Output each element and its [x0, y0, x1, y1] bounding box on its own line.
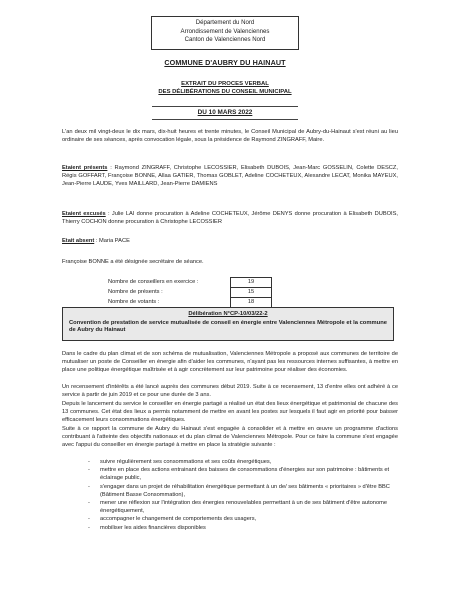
deliberation-number: Délibération N°CP-10/03/22-2	[188, 311, 268, 317]
body-paragraph-2: Un recensement d'intérêts a été lancé auprès des communes début 2019. Suite à ce recensement, 13 d'entre elles ont adhéré à ce service à partir de juin 2019 et ce pour une durée de 3 ans.	[62, 384, 398, 399]
secretary-paragraph: Françoise BONNE a été désignée secrétaire de séance.	[62, 259, 204, 265]
count-value: 18	[230, 297, 272, 308]
count-row	[108, 297, 272, 307]
excuses-paragraph	[62, 210, 398, 226]
absent-label: Etait absent	[62, 238, 95, 244]
date-rule-bottom	[152, 119, 298, 120]
count-value: 15	[230, 287, 272, 298]
vote-counts	[108, 277, 272, 307]
absent-text: : Maria PACE	[95, 238, 130, 244]
commune-title: COMMUNE D'AUBRY DU HAINAUT	[164, 58, 286, 67]
list-item: - suivre régulièrement ses consommations et ses coûts énergétiques,	[62, 458, 398, 466]
list-item: - mobiliser les aides financières disponibles	[62, 524, 398, 532]
count-value: 19	[230, 277, 272, 288]
administrative-header-box	[151, 16, 299, 50]
count-row	[108, 287, 272, 297]
body-paragraph-3: Depuis le lancement du service le conseiller en énergie partagé a réalisé un état des lieux énergétique et patrimonial de chacune des 13 communes. Cet état des lieux a permis notamment de mettre en avant les postes sur lesquels il faut agir en priorité pour baisser efficacement leurs consommations énergétiques.	[62, 401, 398, 424]
header-department: Département du Nord	[195, 19, 255, 26]
extract-heading-line1: EXTRAIT DU PROCES VERBAL	[181, 81, 269, 87]
count-label: Nombre de présents :	[108, 289, 163, 295]
presents-paragraph	[62, 164, 398, 189]
absent-paragraph	[62, 237, 398, 245]
extract-heading	[0, 80, 450, 96]
count-label: Nombre de votants :	[108, 299, 160, 305]
strategy-list	[62, 458, 398, 532]
date-rule-top	[152, 106, 298, 107]
header-arrondissement: Arrondissement de Valenciennes	[180, 27, 270, 35]
body-paragraph-4: Suite à ce rapport la commune de Aubry du Hainaut s'est engagée à consolider et à mettre en œuvre un programme d'actions contribuant à l'atteinte des objectifs nationaux et du plan climat de Valenciennes Métropole. Pour ce faire la commune s'est engagée avec l'appui du conseiller en énergie partagé à mettre en place la stratégie suivante :	[62, 426, 398, 449]
header-canton: Canton de Valenciennes Nord	[184, 36, 266, 44]
intro-paragraph: L'an deux mil vingt-deux le dix mars, dix-huit heures et trente minutes, le Conseil Municipal de Aubry-du-Hainaut s'est réuni au lieu ordinaire de ses séances, après convocation légale, sous la présidence de Raymond ZINGRAFF, Maire.	[62, 129, 398, 144]
extract-heading-line2: DES DÉLIBÉRATIONS DU CONSEIL MUNICIPAL	[158, 89, 292, 95]
presents-text: : Raymond ZINGRAFF, Christophe LECOSSIER, Elisabeth DUBOIS, Jean-Marc GOSSELIN, Colette DESCZ, Régis GOFFART, Françoise BONNE, Allaa GATIER, Thomas GOBLET, Adeline COCHETEUX, Alexandre LECAT, Monika MAYEUX, Jean-Pierre LAUDE, Yves MAILLARD, Jean-Pierre DAMIENS	[62, 165, 398, 188]
count-label: Nombre de conseillers en exercice :	[108, 279, 199, 285]
excuses-label: Etaient excusés	[62, 211, 106, 217]
presents-label: Etaient présents	[62, 165, 108, 171]
list-item: - s'engager dans un projet de réhabilitation énergétique permettant à un de/ ses bâtiments « prioritaires » d'être BBC (Bâtiment Basse Consommation),	[62, 483, 398, 499]
deliberation-title: Convention de prestation de service mutualisée de conseil en énergie entre Valenciennes Métropole et la commune de Aubry du Hainaut	[69, 319, 387, 334]
list-item: - mener une réflexion sur l'intégration des énergies renouvelables permettant à un de ses bâtiment d'être autonome énergétiquement,	[62, 499, 398, 515]
list-item: - accompagner le changement de comportements des usagers,	[62, 515, 398, 523]
excuses-text: : Julie LAI donne procuration à Adeline COCHETEUX, Jérôme DENYS donne procuration à Elisabeth DUBOIS, Thierry COCHON donne procuration à Christophe LECOSSIER	[62, 211, 398, 226]
list-item: - mettre en place des actions entrainant des baisses de consommations d'énergies sur son patrimoine : bâtiments et éclairage public,	[62, 466, 398, 482]
session-date: DU 10 MARS 2022	[197, 109, 253, 116]
count-row	[108, 277, 272, 287]
body-paragraph-1: Dans le cadre du plan climat et de son schéma de mutualisation, Valenciennes Métropole a proposé aux communes de territoire de mutualiser un poste de Conseiller en énergie afin d'aider les communes, n'ayant pas les ressources internes suffisantes, à mettre en place une politique énergétique maîtrisée et à agir concrètement sur leur patrimoine pour réaliser des économies.	[62, 351, 398, 374]
deliberation-box	[62, 307, 394, 341]
